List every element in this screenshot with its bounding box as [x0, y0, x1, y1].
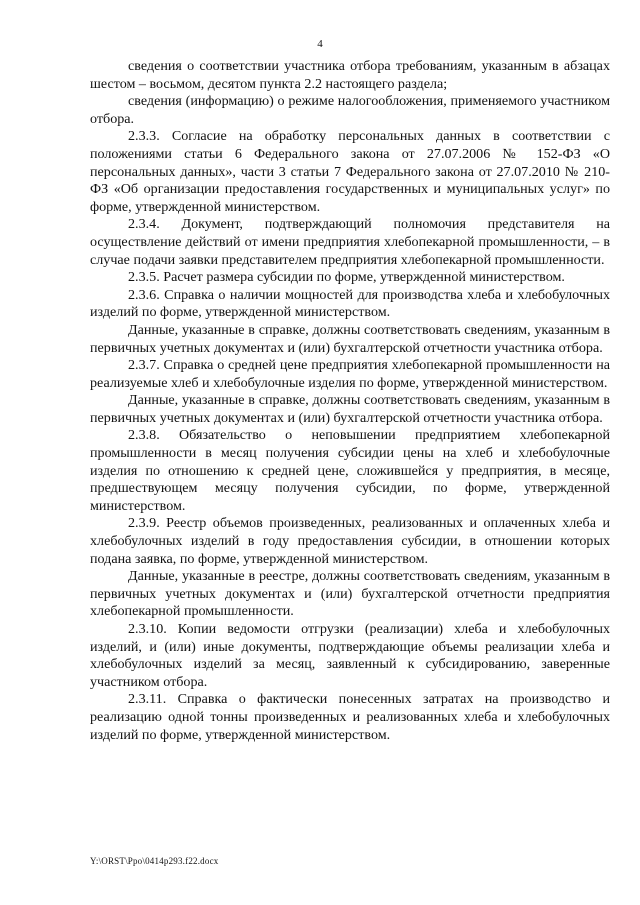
paragraph-tax-regime-info: сведения (информацию) о режиме налогообложения, применяемого участником отбора.	[90, 93, 610, 127]
document-body	[90, 58, 610, 744]
paragraph-compliance-info: сведения о соответствии участника отбора требованиям, указанным в абзацах шестом – восьмом, десятом пункта 2.2 настоящего раздела;	[90, 58, 610, 92]
paragraph-2-3-7-data-note: Данные, указанные в справке, должны соответствовать сведениям, указанным в первичных учетных документах и (или) бухгалтерской отчетности участника отбора.	[90, 392, 610, 426]
paragraph-2-3-5: 2.3.5. Расчет размера субсидии по форме, утвержденной министерством.	[128, 269, 565, 286]
page-number: 4	[317, 38, 323, 50]
paragraph-2-3-9-data-note: Данные, указанные в реестре, должны соответствовать сведениям, указанным в первичных учетных документах и (или) бухгалтерской отчетности предприятия хлебопекарной промышленности.	[90, 568, 610, 620]
paragraph-2-3-6: 2.3.6. Справка о наличии мощностей для производства хлеба и хлебобулочных изделий по форме, утвержденной министерством.	[90, 286, 610, 321]
paragraph-2-3-6-data-note: Данные, указанные в справке, должны соответствовать сведениям, указанным в первичных учетных документах и (или) бухгалтерской отчетности участника отбора.	[90, 321, 610, 356]
paragraph-2-3-9: 2.3.9. Реестр объемов произведенных, реализованных и оплаченных хлеба и хлебобулочных изделий в году предоставления субсидии, в отношении которых подана заявка, по форме, утвержденной министерством.	[90, 515, 610, 567]
paragraph-2-3-4: 2.3.4. Документ, подтверждающий полномочия представителя на осуществление действий от имени предприятия хлебопекарной промышленности, – в случае подачи заявки представителем предприятия хлебопекарной промышленности.	[90, 216, 610, 268]
paragraph-2-3-3: 2.3.3. Согласие на обработку персональных данных в соответствии с положениями статьи 6 Федерального закона от 27.07.2006 № 152-ФЗ «О персональных данных», части 3 статьи 7 Федерального закона от 27.07.2010 № 210-ФЗ «Об организации предоставления государственных и муниципальных услуг» по форме, утвержденной министерством.	[90, 128, 610, 215]
paragraph-2-3-8: 2.3.8. Обязательство о неповышении предприятием хлебопекарной промышленности в месяц получения субсидии цены на хлеб и хлебобулочные изделия по отношению к средней цене, сложившейся у предприятия, в месяце, предшествующем месяцу получения субсидии, по форме, утвержденной министерством.	[90, 427, 610, 514]
paragraph-2-3-7: 2.3.7. Справка о средней цене предприятия хлебопекарной промышленности на реализуемые хлеб и хлебобулочные изделия по форме, утвержденной министерством.	[90, 357, 610, 391]
paragraph-2-3-10: 2.3.10. Копии ведомости отгрузки (реализации) хлеба и хлебобулочных изделий, и (или) иные документы, подтверждающие объемы реализации хлеба и хлебобулочных изделий за месяц, заявленный к субсидированию, заверенные участником отбора.	[90, 621, 610, 690]
paragraph-2-3-11: 2.3.11. Справка о фактически понесенных затратах на производство и реализацию одной тонны произведенных и реализованных хлеба и хлебобулочных изделий по форме, утвержденной министерством.	[90, 691, 610, 743]
footer-file-path: Y:\ORST\Ppo\0414p293.f22.docx	[90, 856, 219, 866]
